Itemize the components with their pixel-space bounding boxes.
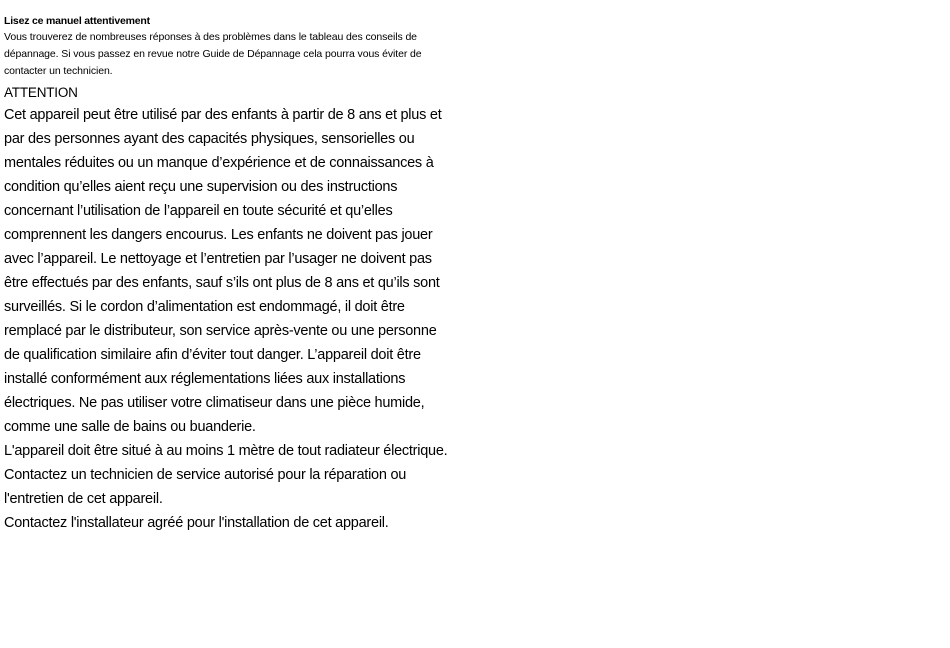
- attention-paragraph-1: Cet appareil peut être utilisé par des enfants à partir de 8 ans et plus et par des personnes ayant des capacités physiques, sensorielles ou mentales réduites ou un manque d’expérience et de connaissances à condition qu’elles aient reçu une supervision ou des instructions concernant l’utilisation de l’appareil en toute sécurité et qu’elles comprennent les dangers encourus. Les enfants ne doivent pas jouer avec l’appareil. Le nettoyage et l’entretien par l’usager ne doivent pas être effectués par des enfants, sauf s’ils ont plus de 8 ans et qu’ils sont surveillés. Si le cordon d’alimentation est endommagé, il doit être remplacé par le distributeur, son service après-vente ou une personne de qualification similaire afin d’éviter tout danger. L’appareil doit être installé conformément aux réglementations liées aux installations électriques. Ne pas utiliser votre climatiseur dans une pièce humide, comme une salle de bains ou buanderie.: [4, 107, 442, 435]
- attention-paragraph-3: Contactez l'installateur agréé pour l'installation de cet appareil.: [4, 515, 389, 531]
- intro-heading: Lisez ce manuel attentivement: [4, 15, 150, 27]
- attention-paragraph-2: L'appareil doit être situé à au moins 1 mètre de tout radiateur électrique. Contactez un technicien de service autorisé pour la réparation ou l'entretien de cet appareil.: [4, 443, 448, 507]
- manual-page: [4, 14, 452, 535]
- intro-body: Vous trouverez de nombreuses réponses à des problèmes dans le tableau des conseils de dépannage. Si vous passez en revue notre Guide de Dépannage cela pourra vous éviter de contacter un technicien.: [4, 31, 422, 77]
- attention-title: ATTENTION: [4, 85, 78, 100]
